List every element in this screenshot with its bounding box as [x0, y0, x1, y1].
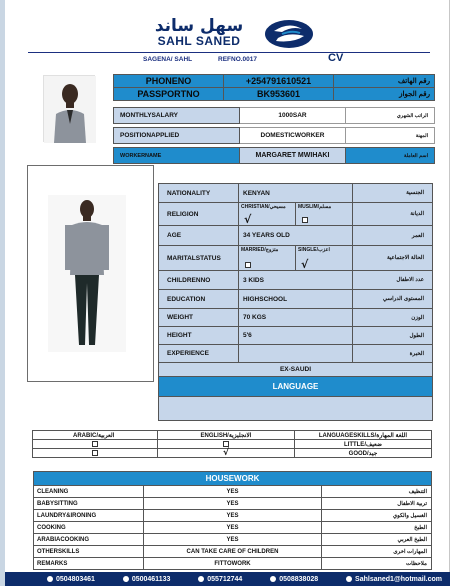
weight-label-ar: الوزن [353, 309, 433, 327]
good-level-label: GOOD/جيد [295, 449, 432, 458]
language-section-title: LANGUAGE [159, 377, 433, 397]
weight-label: WEIGHT [159, 309, 239, 327]
religion-row [159, 203, 433, 226]
footer-email[interactable]: Sahlsaned1@hotmail.com [346, 576, 442, 583]
passport-label-ar: رقم الجواز [334, 88, 435, 101]
english-column-header: ENGLISH/الانجليزية [158, 431, 295, 440]
religion-muslim-option[interactable] [296, 203, 352, 225]
skills-column-header: LANGUAGESKILLS/اللغة المهارة [295, 431, 432, 440]
nationality-row [159, 184, 433, 203]
passport-row [114, 88, 435, 101]
arabic-column-header: ARABIC/العربية [33, 431, 158, 440]
housework-row [34, 522, 432, 534]
housework-label: CLEANING [34, 486, 144, 498]
phone-icon [47, 576, 53, 582]
check-mark-icon: √ [301, 258, 309, 271]
salary-label: MONTHLYSALARY [114, 108, 240, 124]
housework-label: LAUNDRY&IRONING [34, 510, 144, 522]
arabic-good-cell[interactable] [33, 449, 158, 458]
position-label-ar: المهنة [346, 128, 435, 144]
experience-row [159, 345, 433, 363]
passport-label: PASSPORTNO [114, 88, 224, 101]
education-row [159, 290, 433, 309]
check-mark-icon: √ [244, 213, 252, 226]
checkbox-empty-icon[interactable] [302, 217, 308, 223]
worker-row [114, 148, 435, 164]
worker-value: MARGARET MWIHAKI [240, 148, 346, 164]
marital-married-label: MARRIED/متزوج [241, 247, 279, 253]
children-label: CHILDRENNO [159, 271, 239, 290]
footer-phone-2[interactable]: 0500461133 [123, 576, 171, 583]
housework-label-ar: الطبخ العربي [322, 534, 432, 546]
language-blank-row [159, 397, 433, 421]
check-mark-icon: √ [222, 448, 229, 458]
marital-single-label: SINGLE/اعزب [298, 247, 330, 253]
language-header-row [33, 431, 432, 440]
position-value: DOMESTICWORKER [240, 128, 346, 144]
housework-label: ARABIACOOKING [34, 534, 144, 546]
housework-label-ar: التنظيف [322, 486, 432, 498]
education-value: HIGHSCHOOL [239, 290, 353, 309]
checkbox-empty-icon[interactable] [92, 441, 98, 447]
religion-muslim-label: MUSLIM/مسلم [298, 204, 332, 210]
housework-label-ar: الغسيل والكوي [322, 510, 432, 522]
age-label-ar: العمر [353, 226, 433, 246]
housework-value: YES [144, 534, 322, 546]
marital-label: MARITALSTATUS [159, 246, 239, 271]
housework-label: BABYSITTING [34, 498, 144, 510]
marital-options [239, 246, 353, 271]
religion-options [239, 203, 353, 226]
full-body-photo [48, 195, 126, 352]
experience-value-row [159, 363, 433, 377]
religion-label-ar: الديانة [353, 203, 433, 226]
education-label: EDUCATION [159, 290, 239, 309]
contact-footer [5, 572, 450, 586]
housework-row [34, 534, 432, 546]
footer-phone-3[interactable]: 055712744 [198, 576, 242, 583]
footer-phone-1[interactable]: 0504803461 [47, 576, 95, 583]
phone-icon [198, 576, 204, 582]
height-value: 5'6 [239, 327, 353, 345]
logo-english-text: SAHL SANED [157, 34, 241, 48]
passport-value: BK953601 [224, 88, 334, 101]
portrait-figure-icon [44, 76, 96, 143]
housework-label-ar: المهارات اخرى [322, 546, 432, 558]
phone-icon [270, 576, 276, 582]
housework-label-ar: الطبخ [322, 522, 432, 534]
housework-value: CAN TAKE CARE OF CHILDREN [144, 546, 322, 558]
housework-value: FITTOWORK [144, 558, 322, 570]
children-label-ar: عدد الاطفال [353, 271, 433, 290]
phone-label: PHONENO [114, 75, 224, 88]
weight-value: 70 KGS [239, 309, 353, 327]
housework-row [34, 510, 432, 522]
height-row [159, 327, 433, 345]
experience-value: EX-SAUDI [159, 363, 433, 377]
email-icon [346, 576, 352, 582]
height-label: HEIGHT [159, 327, 239, 345]
housework-label: OTHERSKILLS [34, 546, 144, 558]
position-label: POSITIONAPPLIED [114, 128, 240, 144]
contact-table [113, 74, 435, 101]
salary-label-ar: الراتب الشهري [346, 108, 435, 124]
nationality-label-ar: الجنسية [353, 184, 433, 203]
marital-label-ar: الحالة الاجتماعية [353, 246, 433, 271]
phone-label-ar: رقم الهاتف [334, 75, 435, 88]
position-row [114, 128, 435, 144]
housework-row [34, 546, 432, 558]
phone-row [114, 75, 435, 88]
little-level-label: LITTLE/ضعيف [295, 440, 432, 449]
housework-label: REMARKS [34, 558, 144, 570]
personal-details-table [158, 183, 433, 421]
worker-label: WORKERNAME [114, 148, 240, 164]
religion-label: RELIGION [159, 203, 239, 226]
nationality-value: KENYAN [239, 184, 353, 203]
housework-row [34, 558, 432, 570]
housework-row [34, 498, 432, 510]
portrait-photo [43, 75, 95, 142]
experience-label-ar: الخبرة [353, 345, 433, 363]
housework-value: YES [144, 498, 322, 510]
checkbox-empty-icon[interactable] [223, 441, 229, 447]
english-good-cell[interactable] [158, 449, 295, 458]
job-table [113, 107, 435, 164]
worker-label-ar: اسم العاملة [346, 148, 435, 164]
age-label: AGE [159, 226, 239, 246]
children-row [159, 271, 433, 290]
housework-label-ar: تربية الاطفال [322, 498, 432, 510]
marital-single-option[interactable] [296, 246, 352, 270]
marital-row [159, 246, 433, 271]
document-title: CV [328, 52, 344, 64]
housework-title: HOUSEWORK [34, 472, 432, 486]
checkbox-empty-icon[interactable] [92, 450, 98, 456]
housework-row [34, 486, 432, 498]
age-row [159, 226, 433, 246]
housework-value: YES [144, 486, 322, 498]
education-label-ar: المستوى الدراسي [353, 290, 433, 309]
checkbox-empty-icon[interactable] [245, 262, 251, 268]
company-logo [140, 17, 315, 51]
housework-table [33, 471, 432, 570]
agency-name: SAGENA/ SAHL [143, 56, 193, 63]
children-value: 3 KIDS [239, 271, 353, 290]
language-little-row [33, 440, 432, 449]
housework-value: YES [144, 510, 322, 522]
logo-mark-icon [264, 19, 314, 49]
language-title-row [159, 377, 433, 397]
logo-arabic-text: سهل ساند [154, 16, 244, 36]
housework-label-ar: ملاحظات [322, 558, 432, 570]
full-body-figure-icon [48, 195, 126, 352]
phone-icon [123, 576, 129, 582]
language-skills-table [32, 430, 432, 458]
height-label-ar: الطول [353, 327, 433, 345]
arabic-little-cell[interactable] [33, 440, 158, 449]
header-divider [28, 52, 430, 53]
salary-row [114, 108, 435, 124]
housework-label: COOKING [34, 522, 144, 534]
salary-value: 1000SAR [240, 108, 346, 124]
housework-value: YES [144, 522, 322, 534]
phone-value: +254791610521 [224, 75, 334, 88]
marital-married-option[interactable] [239, 246, 296, 270]
religion-christian-label: CHRISTIAN/مسيحي [241, 204, 286, 210]
religion-christian-option[interactable] [239, 203, 296, 225]
weight-row [159, 309, 433, 327]
reference-number: REFNO.0017 [218, 56, 258, 63]
footer-phone-4[interactable]: 0508838028 [270, 576, 318, 583]
housework-header-row [34, 472, 432, 486]
nationality-label: NATIONALITY [159, 184, 239, 203]
language-good-row [33, 449, 432, 458]
experience-label: EXPERIENCE [159, 345, 239, 363]
age-value: 34 YEARS OLD [239, 226, 353, 246]
